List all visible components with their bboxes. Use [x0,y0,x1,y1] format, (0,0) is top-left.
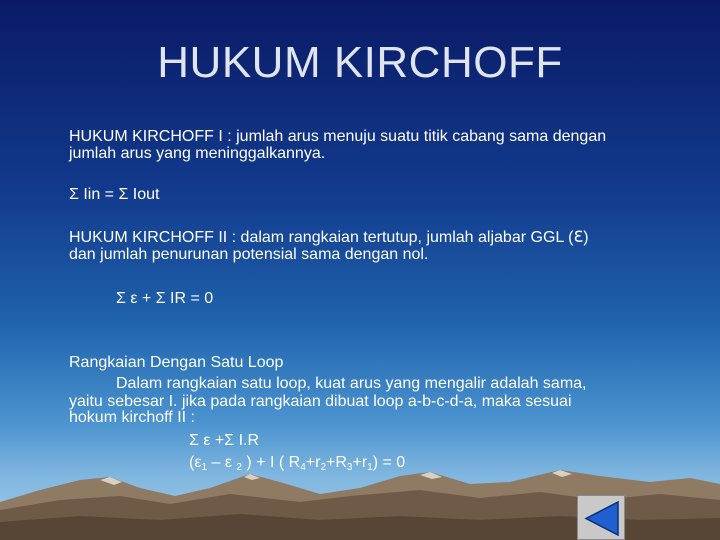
page-title: HUKUM KIRCHOFF [157,38,563,87]
eq-subscript: 1 [201,462,208,473]
law2-line1-text: HUKUM KIRCHOFF II : dalam rangkaian tertutup, jumlah aljabar GGL ( [69,229,574,246]
eq-part: ) = 0 [372,454,406,471]
eq-subscript: 1 [367,462,373,473]
loop-line3: hokum kirchoff II : [69,409,195,426]
eq-part: – ε [207,454,237,471]
eq-subscript: 4 [300,462,306,473]
emf-symbol: ℇ [573,229,584,246]
equation-current-sum: Σ Iin = Σ Iout [69,186,160,203]
equation-sum-emf-ir: Σ ε +Σ I.R [189,432,260,449]
loop-line2: yaitu sebesar I. jika pada rangkaian dibuat loop a-b-c-d-a, maka sesuai [69,393,572,410]
eq-subscript: 3 [346,462,353,473]
eq-part: +R [326,454,347,471]
triangle-left-icon [578,496,626,540]
law2-line1-end: ) [583,229,589,246]
law2-line2: dan jumlah penurunan potensial sama dengan nol. [69,246,429,263]
section-heading-single-loop: Rangkaian Dengan Satu Loop [69,354,284,371]
eq-subscript: 2 [320,462,326,473]
law1-line1: HUKUM KIRCHOFF I : jumlah arus menuju suatu titik cabang sama dengan [69,128,607,145]
law1-line2: jumlah arus yang meninggalkannya. [69,145,326,162]
eq-part: ) + I ( R [241,454,301,471]
law2-line1 [69,229,589,246]
loop-line1: Dalam rangkaian satu loop, kuat arus yang mengalir adalah sama, [116,375,587,392]
equation-loop-rule: Σ ε + Σ IR = 0 [116,290,214,307]
previous-slide-button[interactable] [577,495,625,540]
eq-subscript: 2 [236,462,242,473]
eq-part: +r [305,454,321,471]
equation-loop-solution [189,454,405,476]
eq-part: +r [352,454,368,471]
eq-part: (ε [189,454,202,471]
